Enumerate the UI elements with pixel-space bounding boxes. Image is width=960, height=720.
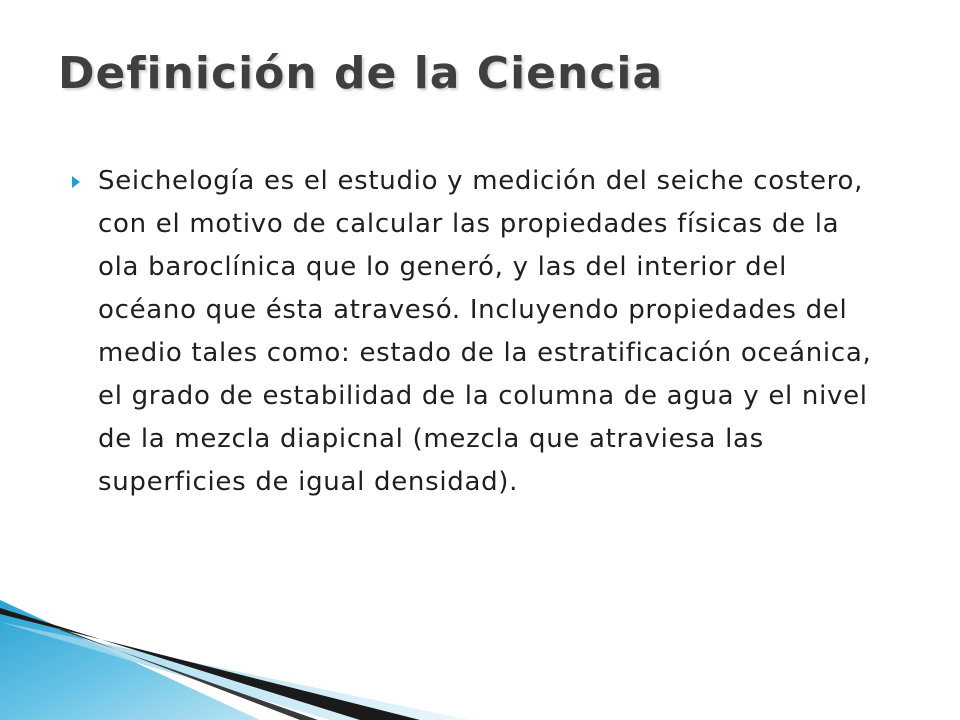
triangle-bullet-icon [72,176,80,188]
decorative-wave-graphic [0,600,960,720]
bullet-text: Seichelogía es el estudio y medición del seiche costero, con el motivo de calcular las propiedades físicas de la ola baroclínica que lo generó, y las del interior del océano que ésta atravesó. Incluyendo propiedades del medio tales como: estado de la estratificación oceánica, el grado de estabilidad de la columna de agua y el nivel de la mezcla diapicnal (mezcla que atraviesa las superficies de igual densidad). [98,166,872,497]
slide-title: Definición de la Ciencia [58,48,664,99]
bullet-item [72,160,882,504]
bullet-list [72,160,882,504]
